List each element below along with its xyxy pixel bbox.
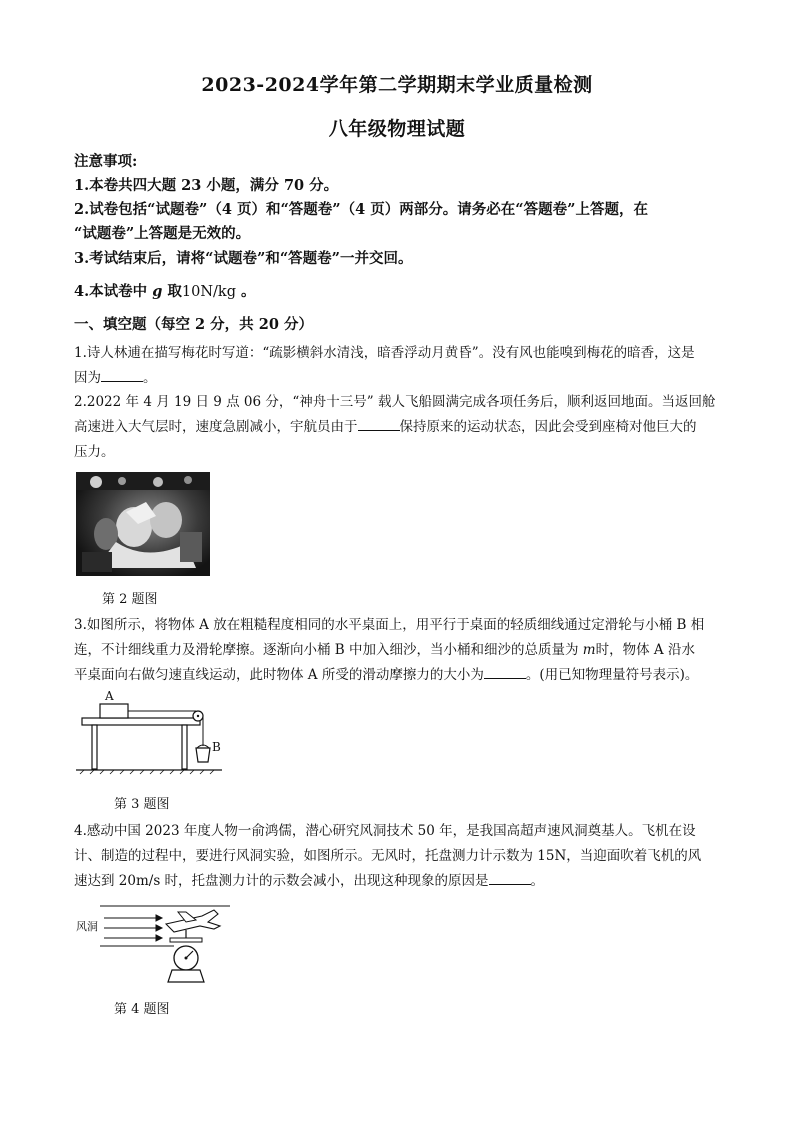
q4-label-wind-tunnel: 风洞	[76, 920, 98, 933]
q1-line-1: 1.诗人林逋在描写梅花时写道：“疏影横斜水清浅，暗香浮动月黄昏”。没有风也能嗅到梅花的暗香，这是	[74, 345, 695, 361]
q2-astronaut-photo	[76, 472, 210, 576]
q4-line-1: 4.感动中国 2023 年度人物一俞鸿儒，潜心研究风洞技术 50 年，是我国高超声速风洞奠基人。飞机在设	[74, 823, 696, 839]
q2-figure-caption: 第 2 题图	[102, 592, 158, 607]
notice-heading: 注意事项:	[74, 153, 138, 170]
q2-line-3: 压力。	[74, 444, 115, 460]
section-heading: 一、填空题（每空 2 分，共 20 分）	[74, 316, 313, 333]
q2-line-1: 2.2022 年 4 月 19 日 9 点 06 分，“神舟十三号” 载人飞船圆满完成各项任务后，顺利返回地面。当返回舱	[74, 394, 716, 410]
q3-label-b: B	[212, 740, 221, 754]
q3-diagram	[74, 690, 224, 776]
q4-diagram	[74, 896, 234, 990]
q2-answer-blank[interactable]	[358, 418, 400, 431]
q3-line-1: 3.如图所示，将物体 A 放在粗糙程度相同的水平桌面上，用平行于桌面的轻质细线通过定滑轮与小桶 B 相	[74, 617, 705, 633]
q1-answer-blank[interactable]	[101, 369, 143, 382]
q4-figure-caption: 第 4 题图	[114, 1002, 170, 1017]
m-symbol: m	[582, 642, 596, 658]
q4-line-2: 计、制造的过程中，要进行风洞实验，如图所示。无风时，托盘测力计示数为 15N，当迎面吹着飞机的风	[74, 848, 702, 864]
notice-item-3: 3.考试结束后，请将“试题卷”和“答题卷”一并交回。	[74, 250, 413, 267]
q3-answer-blank[interactable]	[484, 666, 526, 679]
q3-label-a: A	[105, 689, 114, 703]
notice-item-4: 4.本试卷中 g 取10N/kg 。	[74, 283, 256, 300]
q4-answer-blank[interactable]	[489, 872, 531, 885]
q1-line-2: 因为 。	[74, 370, 157, 386]
notice-item-2-cont: “试题卷”上答题是无效的。	[74, 225, 251, 242]
q2-line-2: 高速进入大气层时，速度急剧减小，宇航员由于 保持原来的运动状态，因此会受到座椅对他巨大的	[74, 419, 697, 435]
exam-subtitle: 八年级物理试题	[328, 118, 466, 140]
q3-figure-caption: 第 3 题图	[114, 797, 170, 812]
q3-line-2: 连，不计细线重力及滑轮摩擦。逐渐向小桶 B 中加入细沙，当小桶和细沙的总质量为 m时，物体 A 沿水	[74, 642, 695, 658]
exam-title: 2023-2024学年第二学期期末学业质量检测	[201, 74, 593, 96]
q4-line-3: 速达到 20m/s 时，托盘测力计的示数会减小，出现这种现象的原因是 。	[74, 873, 545, 889]
notice-item-2: 2.试卷包括“试题卷”（4 页）和“答题卷”（4 页）两部分。请务必在“答题卷”上答题，在	[74, 201, 648, 218]
notice-item-1: 1.本卷共四大题 23 小题，满分 70 分。	[74, 177, 339, 194]
g-value: 10N/kg	[181, 284, 236, 300]
g-symbol: g	[152, 283, 163, 300]
q3-line-3: 平桌面向右做匀速直线运动，此时物体 A 所受的滑动摩擦力的大小为 。(用已知物理量符号表示)。	[74, 667, 699, 683]
